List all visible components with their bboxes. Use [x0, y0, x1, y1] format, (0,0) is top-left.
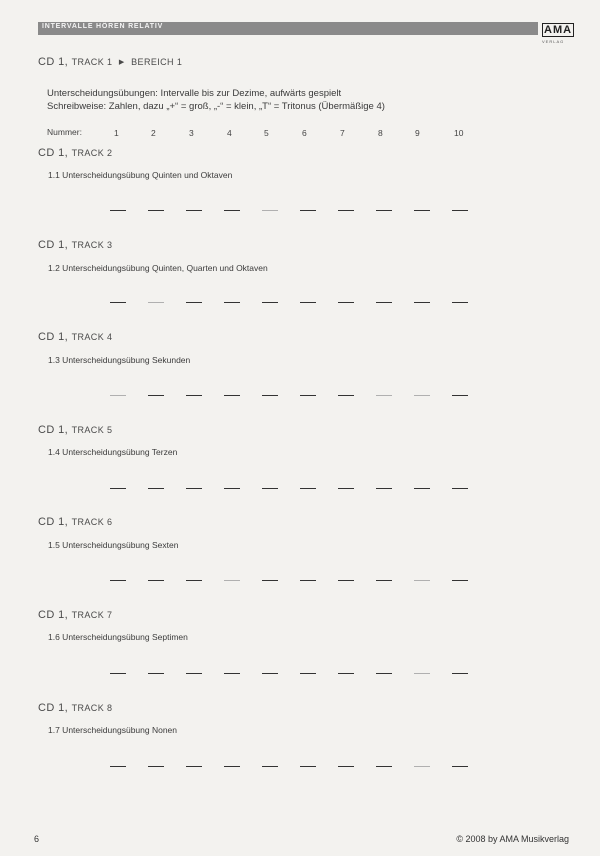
logo-subtext: VERLAG	[542, 39, 565, 44]
answer-blank[interactable]	[186, 302, 202, 303]
answer-blank[interactable]	[338, 488, 354, 489]
answer-blank[interactable]	[300, 210, 316, 211]
answer-blank[interactable]	[376, 210, 392, 211]
answer-blank[interactable]	[338, 210, 354, 211]
answer-blank[interactable]	[110, 766, 126, 767]
answer-blank[interactable]	[186, 395, 202, 396]
answer-blank[interactable]	[110, 488, 126, 489]
exercise-title-1-4: 1.4 Unterscheidungsübung Terzen	[48, 447, 178, 457]
answer-blank[interactable]	[262, 580, 278, 581]
track-label: TRACK 2	[71, 148, 113, 158]
section-heading-track-5	[38, 424, 112, 436]
track-1-heading	[38, 56, 182, 68]
answer-blank[interactable]	[224, 766, 240, 767]
logo-text: AMA	[544, 24, 573, 36]
answer-blanks-1-5	[110, 580, 480, 584]
answer-blank[interactable]	[110, 210, 126, 211]
answer-blank[interactable]	[376, 580, 392, 581]
track-label: TRACK 8	[71, 703, 113, 713]
answer-blank[interactable]	[300, 766, 316, 767]
track-label: TRACK 7	[71, 610, 113, 620]
cd-label: CD 1,	[38, 424, 69, 436]
answer-blank[interactable]	[186, 580, 202, 581]
cd-label: CD 1,	[38, 609, 69, 621]
exercise-title-1-7: 1.7 Unterscheidungsübung Nonen	[48, 725, 178, 735]
number-row-label: Nummer:	[47, 127, 82, 137]
answer-blanks-1-6	[110, 673, 480, 677]
number-3: 3	[189, 128, 194, 138]
answer-blank[interactable]	[414, 395, 430, 396]
exercise-title-1-5: 1.5 Unterscheidungsübung Sexten	[48, 540, 179, 550]
track-label: TRACK 6	[71, 517, 113, 527]
answer-blank[interactable]	[262, 302, 278, 303]
track-label: TRACK 3	[71, 240, 113, 250]
section-heading-track-7	[38, 609, 112, 621]
number-1: 1	[114, 128, 119, 138]
answer-blank[interactable]	[338, 395, 354, 396]
bereich-label: BEREICH 1	[131, 57, 183, 67]
cd-label: CD 1,	[38, 516, 69, 528]
answer-blank[interactable]	[148, 395, 164, 396]
section-heading-track-2	[38, 147, 112, 159]
answer-blank[interactable]	[110, 580, 126, 581]
answer-blanks-1-2	[110, 302, 480, 306]
cd-label: CD 1,	[38, 239, 69, 251]
answer-blank[interactable]	[376, 395, 392, 396]
answer-blank[interactable]	[148, 580, 164, 581]
answer-blank[interactable]	[148, 302, 164, 303]
number-7: 7	[340, 128, 345, 138]
track-label: TRACK 5	[71, 425, 113, 435]
answer-blank[interactable]	[186, 210, 202, 211]
publisher-logo	[542, 20, 572, 42]
answer-blanks-1-3	[110, 395, 480, 399]
number-6: 6	[302, 128, 307, 138]
answer-blank[interactable]	[110, 302, 126, 303]
answer-blank[interactable]	[414, 302, 430, 303]
answer-blank[interactable]	[262, 766, 278, 767]
answer-blank[interactable]	[414, 673, 430, 674]
arrow-right-icon: ▶	[118, 59, 125, 66]
answer-blank[interactable]	[376, 766, 392, 767]
answer-blank[interactable]	[414, 488, 430, 489]
answer-blank[interactable]	[224, 210, 240, 211]
intro-line-1: Unterscheidungsübungen: Intervalle bis zur Dezime, aufwärts gespielt	[47, 88, 342, 99]
answer-blank[interactable]	[414, 210, 430, 211]
answer-blank[interactable]	[452, 395, 468, 396]
header-title: INTERVALLE HÖREN RELATIV	[42, 23, 164, 30]
answer-blank[interactable]	[452, 210, 468, 211]
answer-blank[interactable]	[452, 766, 468, 767]
track-label: TRACK 4	[71, 332, 113, 342]
answer-blank[interactable]	[300, 395, 316, 396]
section-heading-track-3	[38, 239, 112, 251]
answer-blank[interactable]	[186, 673, 202, 674]
answer-blank[interactable]	[262, 673, 278, 674]
answer-blank[interactable]	[338, 580, 354, 581]
answer-blank[interactable]	[376, 488, 392, 489]
cd-label: CD 1,	[38, 147, 69, 159]
answer-blank[interactable]	[224, 673, 240, 674]
answer-blank[interactable]	[452, 488, 468, 489]
exercise-title-1-3: 1.3 Unterscheidungsübung Sekunden	[48, 355, 191, 365]
section-heading-track-8	[38, 702, 112, 714]
answer-blank[interactable]	[224, 302, 240, 303]
answer-blank[interactable]	[300, 580, 316, 581]
number-4: 4	[227, 128, 232, 138]
exercise-title-1-6: 1.6 Unterscheidungsübung Septimen	[48, 632, 188, 642]
answer-blank[interactable]	[338, 766, 354, 767]
answer-blank[interactable]	[338, 302, 354, 303]
section-heading-track-4	[38, 331, 112, 343]
answer-blank[interactable]	[186, 766, 202, 767]
intro-line-2: Schreibweise: Zahlen, dazu „+“ = groß, „-“ = klein, „T“ = Tritonus (Übermäßige 4)	[47, 101, 385, 112]
answer-blank[interactable]	[262, 395, 278, 396]
answer-blank[interactable]	[376, 302, 392, 303]
number-8: 8	[378, 128, 383, 138]
exercise-title-1-2: 1.2 Unterscheidungsübung Quinten, Quarten und Oktaven	[48, 263, 268, 273]
answer-blank[interactable]	[300, 488, 316, 489]
answer-blank[interactable]	[452, 673, 468, 674]
answer-blank[interactable]	[224, 488, 240, 489]
answer-blanks-1-1	[110, 210, 480, 214]
answer-blank[interactable]	[300, 673, 316, 674]
answer-blank[interactable]	[110, 395, 126, 396]
answer-blank[interactable]	[148, 210, 164, 211]
copyright-notice: © 2008 by AMA Musikverlag	[456, 834, 569, 844]
track-label: TRACK 1	[71, 57, 113, 67]
answer-blank[interactable]	[262, 488, 278, 489]
answer-blank[interactable]	[224, 395, 240, 396]
cd-label: CD 1,	[38, 56, 69, 68]
answer-blank[interactable]	[110, 673, 126, 674]
section-heading-track-6	[38, 516, 112, 528]
answer-blank[interactable]	[148, 673, 164, 674]
answer-blank[interactable]	[452, 580, 468, 581]
answer-blank[interactable]	[300, 302, 316, 303]
answer-blank[interactable]	[148, 488, 164, 489]
answer-blank[interactable]	[338, 673, 354, 674]
exercise-title-1-1: 1.1 Unterscheidungsübung Quinten und Oktaven	[48, 170, 233, 180]
answer-blanks-1-4	[110, 488, 480, 492]
cd-label: CD 1,	[38, 331, 69, 343]
number-2: 2	[151, 128, 156, 138]
answer-blank[interactable]	[186, 488, 202, 489]
answer-blanks-1-7	[110, 766, 480, 770]
answer-blank[interactable]	[414, 766, 430, 767]
answer-blank[interactable]	[452, 302, 468, 303]
number-9: 9	[415, 128, 420, 138]
cd-label: CD 1,	[38, 702, 69, 714]
number-10: 10	[454, 128, 464, 138]
answer-blank[interactable]	[376, 673, 392, 674]
page-number: 6	[34, 834, 40, 844]
number-5: 5	[264, 128, 269, 138]
header-bar	[38, 22, 538, 35]
answer-blank[interactable]	[224, 580, 240, 581]
intro-text	[47, 87, 385, 113]
answer-blank[interactable]	[148, 766, 164, 767]
number-row	[47, 127, 567, 141]
answer-blank[interactable]	[262, 210, 278, 211]
answer-blank[interactable]	[414, 580, 430, 581]
